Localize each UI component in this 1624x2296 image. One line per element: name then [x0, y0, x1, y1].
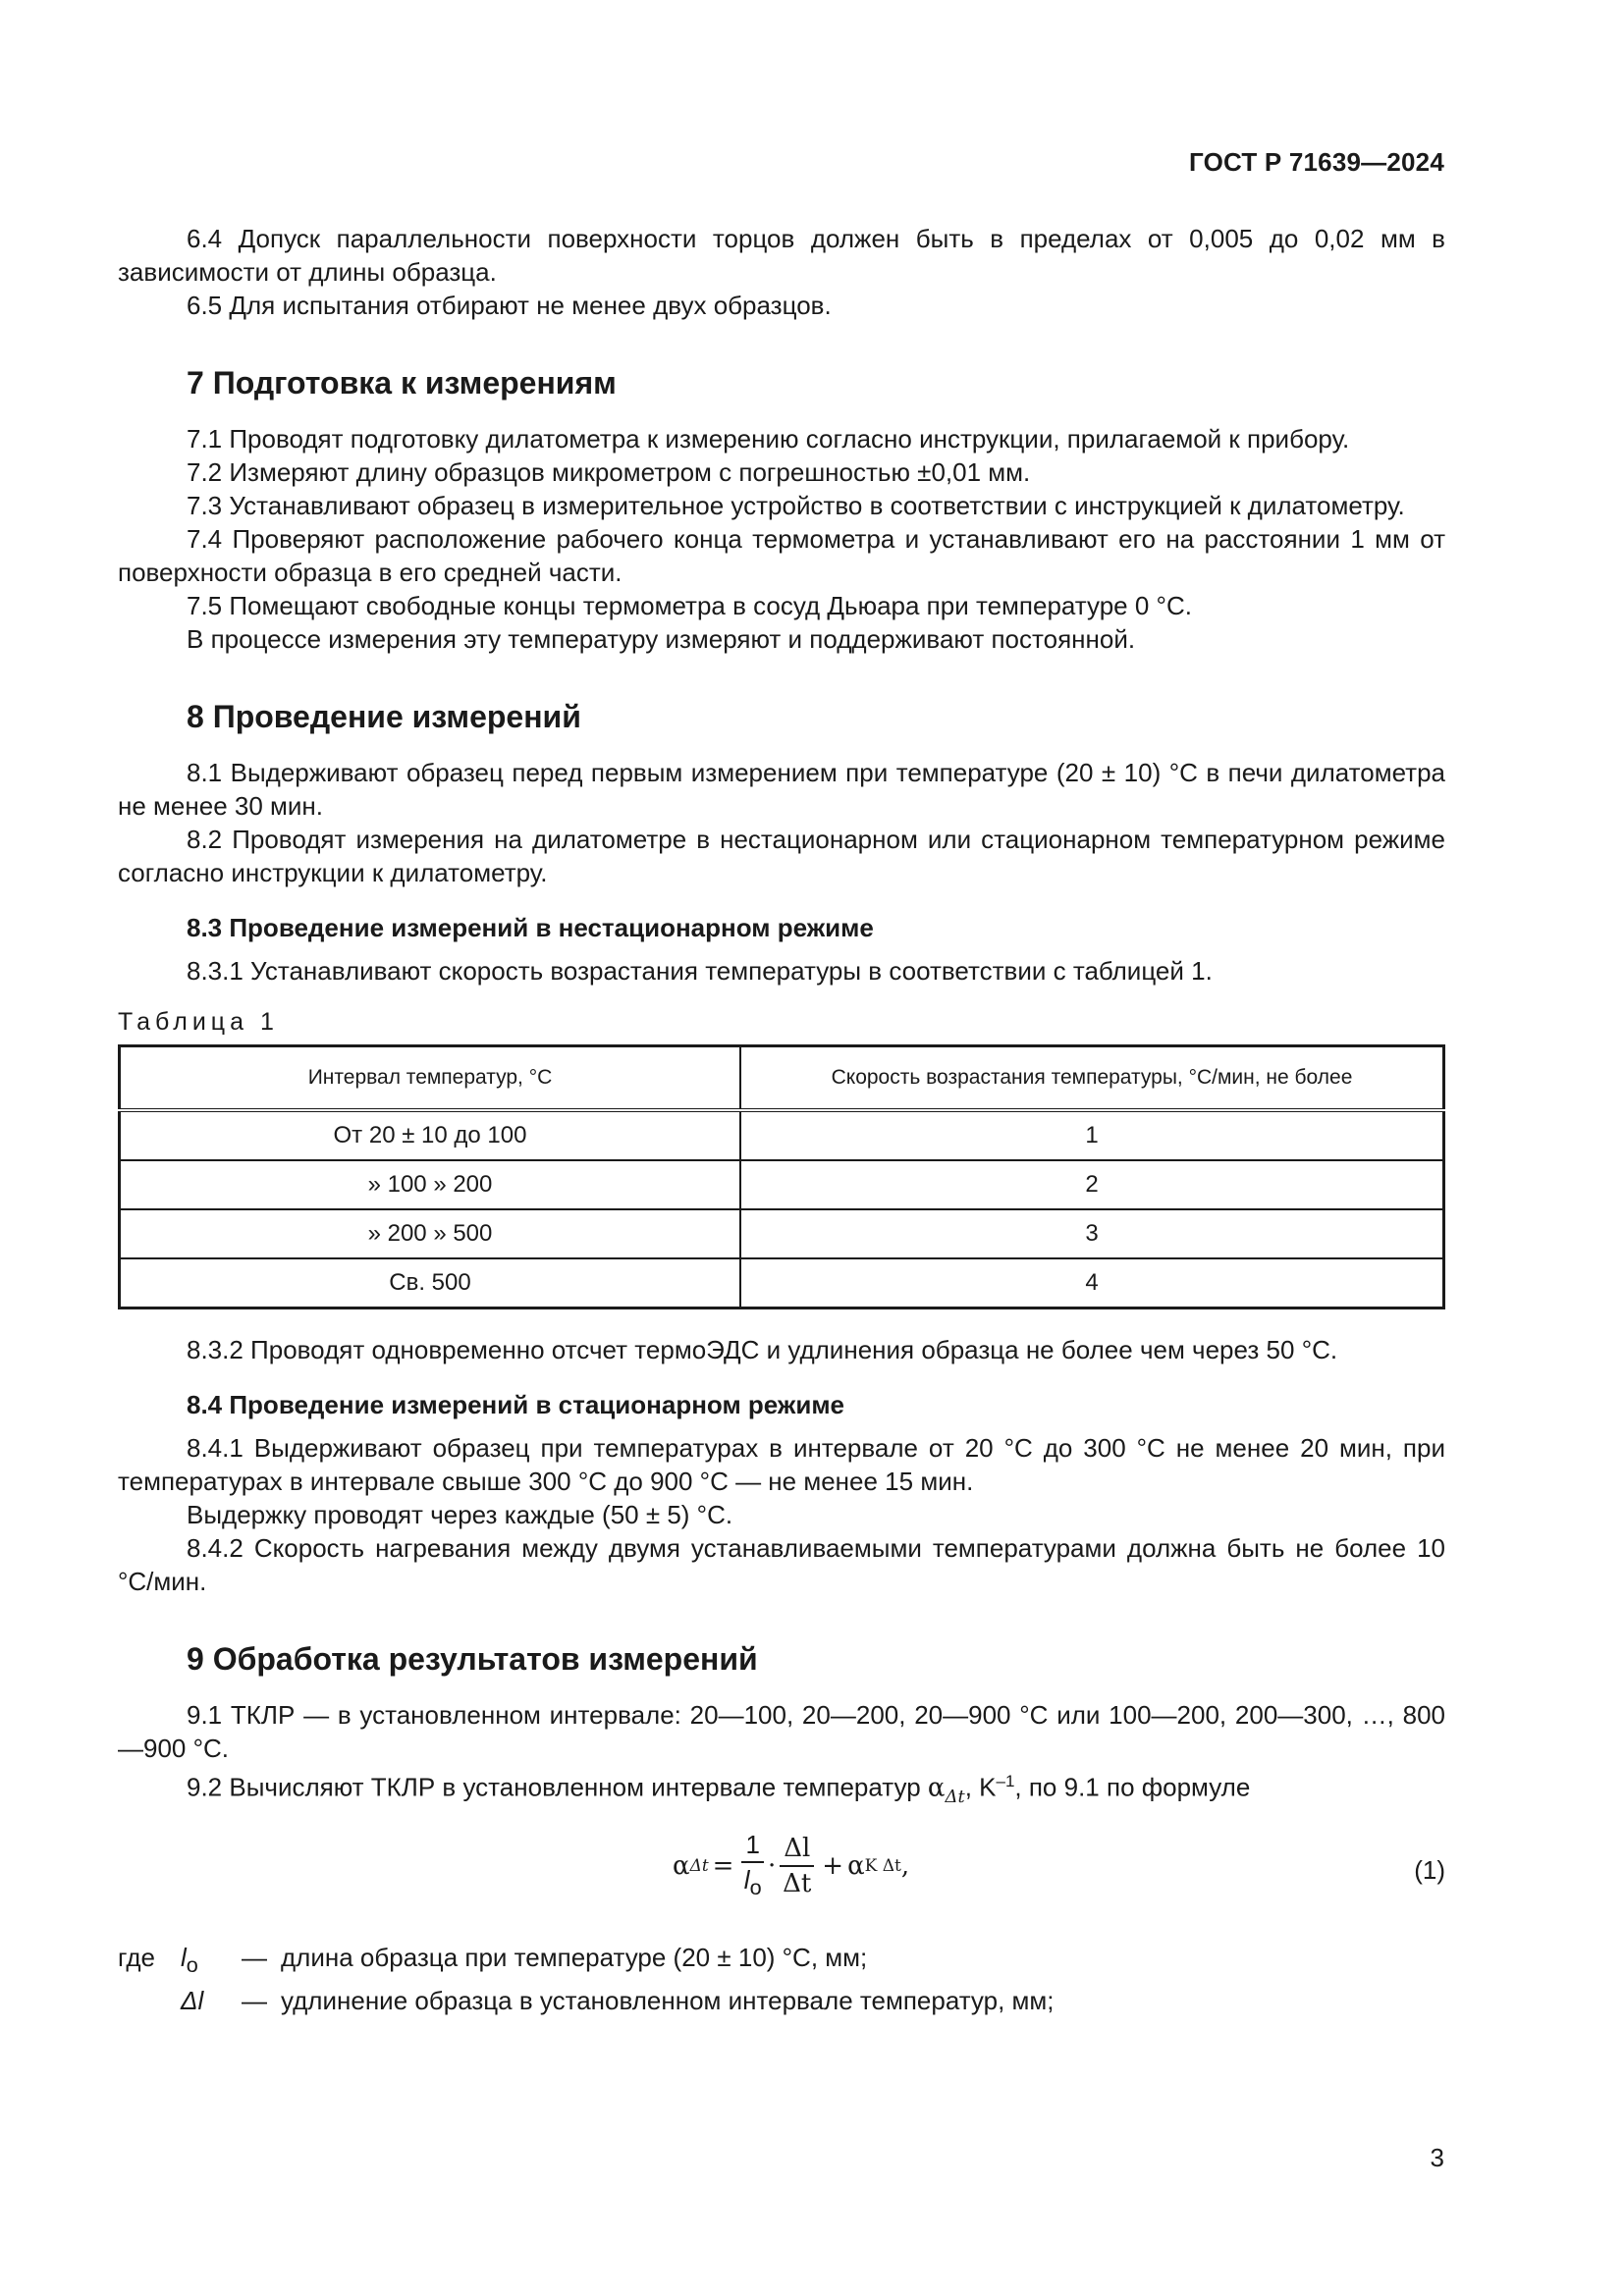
formula-plus: +: [822, 1850, 844, 1881]
formula-number: (1): [1414, 1854, 1445, 1885]
alpha-symbol: α: [927, 1773, 946, 1803]
where-item: [118, 1940, 1445, 1983]
paragraph: 8.1 Выдерживают образец перед первым измерением при температуре (20 ± 10) °С в печи дилатометра не менее 30 мин.: [118, 758, 1445, 821]
formula-comma: ,: [900, 1850, 910, 1881]
formula-block: [118, 1824, 1445, 1922]
alpha-subscript: Δt: [945, 1786, 965, 1807]
paragraph: 6.4 Допуск параллельности поверхности торцов должен быть в пределах от 0,005 до 0,02 мм в зависимости от длины образца.: [118, 224, 1445, 287]
table-caption: Таблица 1: [118, 1008, 279, 1036]
paragraph: 8.2 Проводят измерения на дилатометре в нестационарном или стационарном температурном режиме согласно инструкции к дилатометру.: [118, 825, 1445, 887]
formula-equals: =: [712, 1850, 734, 1881]
delta-length-symbol: Δl: [181, 1986, 204, 2016]
length-subscript: o: [749, 1875, 762, 1900]
fraction-delta: [780, 1832, 814, 1900]
subsection-title-8-3: 8.3 Проведение измерений в нестационарном режиме: [187, 913, 874, 942]
fraction-denominator: [744, 1863, 762, 1904]
formula-rhs-subscript: K Δt: [864, 1855, 901, 1876]
fraction-one-over-length: [741, 1828, 763, 1904]
paragraph: 7.1 Проводят подготовку дилатометра к измерению согласно инструкции, прилагаемой к прибору.: [187, 424, 1350, 454]
formula-lhs: α: [673, 1850, 690, 1881]
fraction-numerator: 1: [741, 1828, 763, 1863]
paragraph: 7.3 Устанавливают образец в измерительное устройство в соответствии с инструкцией к дилатометру.: [187, 491, 1405, 520]
column-header: Интервал температур, °С: [120, 1046, 741, 1111]
section-title-9: 9 Обработка результатов измерений: [187, 1641, 758, 1677]
table-cell: Св. 500: [120, 1258, 741, 1308]
paragraph: 8.4.2 Скорость нагревания между двумя устанавливаемыми температурами должна быть не более 10 °С/мин.: [118, 1533, 1445, 1596]
table-header-row: [120, 1046, 1444, 1111]
paragraph: 8.3.2 Проводят одновременно отсчет термоЭДС и удлинения образца не более чем через 50 °С.: [187, 1335, 1338, 1364]
formula-lhs-subscript: Δt: [689, 1855, 709, 1876]
where-dash: —: [242, 1986, 267, 2016]
where-symbol: [181, 1983, 242, 2018]
where-list: [118, 1940, 1445, 2018]
where-dash: —: [242, 1942, 267, 1972]
table-cell: » 100 » 200: [120, 1160, 741, 1209]
paragraph-9-2: [118, 1765, 1445, 1814]
column-header: Скорость возрастания температуры, °С/мин, не более: [740, 1046, 1444, 1111]
where-item: [118, 1983, 1445, 2018]
length-subscript: o: [186, 1952, 198, 1978]
formula-rhs: α: [847, 1850, 865, 1881]
table-row: [120, 1258, 1444, 1308]
subsection-title-8-4: 8.4 Проведение измерений в стационарном режиме: [187, 1390, 845, 1419]
length-symbol: l: [181, 1942, 187, 1972]
fraction-denominator: Δt: [783, 1868, 812, 1898]
table-cell: От 20 ± 10 до 100: [120, 1110, 741, 1160]
paragraph: Выдержку проводят через каждые (50 ± 5) °С.: [187, 1500, 733, 1529]
paragraph-text: 9.2 Вычисляют ТКЛР в установленном интервале температур: [187, 1772, 921, 1802]
unit-exponent: –1: [996, 1772, 1015, 1790]
where-text: длина образца при температуре (20 ± 10) °С, мм;: [281, 1942, 868, 1972]
paragraph: 8.3.1 Устанавливают скорость возрастания температуры в соответствии с таблицей 1.: [187, 956, 1213, 986]
page-content: [118, 222, 1445, 2018]
table-cell: 1: [740, 1110, 1444, 1160]
where-text: удлинение образца в установленном интервале температур, мм;: [281, 1986, 1055, 2016]
table-row: [120, 1209, 1444, 1258]
paragraph: 6.5 Для испытания отбирают не менее двух образцов.: [187, 291, 832, 320]
formula-dot: ·: [767, 1850, 777, 1881]
paragraph: 8.4.1 Выдерживают образец при температурах в интервале от 20 °С до 300 °С не менее 20 мин, при температурах в интервале свыше 300 °С до 900 °С — не менее 15 мин.: [118, 1433, 1445, 1496]
paragraph: В процессе измерения эту температуру измеряют и поддерживают постоянной.: [187, 624, 1136, 654]
table-cell: » 200 » 500: [120, 1209, 741, 1258]
unit: , K: [964, 1772, 997, 1802]
where-prefix: где: [118, 1942, 155, 1972]
temperature-rate-table: [118, 1044, 1445, 1309]
paragraph: 7.2 Измеряют длину образцов микрометром с погрешностью ±0,01 мм.: [187, 457, 1031, 487]
paragraph: 7.5 Помещают свободные концы термометра в сосуд Дьюара при температуре 0 °С.: [187, 591, 1192, 620]
table-row: [120, 1110, 1444, 1160]
section-title-8: 8 Проведение измерений: [187, 699, 581, 734]
fraction-numerator: Δl: [780, 1832, 814, 1867]
where-symbol: [181, 1940, 242, 1983]
paragraph: 9.1 ТКЛР — в установленном интервале: 20—100, 20—200, 20—900 °С или 100—200, 200—300, …, 800—900 °С.: [118, 1700, 1445, 1763]
table-cell: 2: [740, 1160, 1444, 1209]
document-code: ГОСТ Р 71639—2024: [1189, 147, 1444, 177]
page-number: 3: [1430, 2143, 1444, 2172]
paragraph: 7.4 Проверяют расположение рабочего конца термометра и устанавливают его на расстоянии 1 мм от поверхности образца в его средней части.: [118, 524, 1445, 587]
formula: [673, 1828, 909, 1904]
length-symbol: l: [743, 1864, 750, 1895]
table-cell: 4: [740, 1258, 1444, 1308]
where-prefix: [118, 1983, 181, 2018]
table-row: [120, 1160, 1444, 1209]
paragraph-tail: , по 9.1 по формуле: [1014, 1772, 1251, 1802]
table-cell: 3: [740, 1209, 1444, 1258]
section-title-7: 7 Подготовка к измерениям: [187, 365, 617, 400]
